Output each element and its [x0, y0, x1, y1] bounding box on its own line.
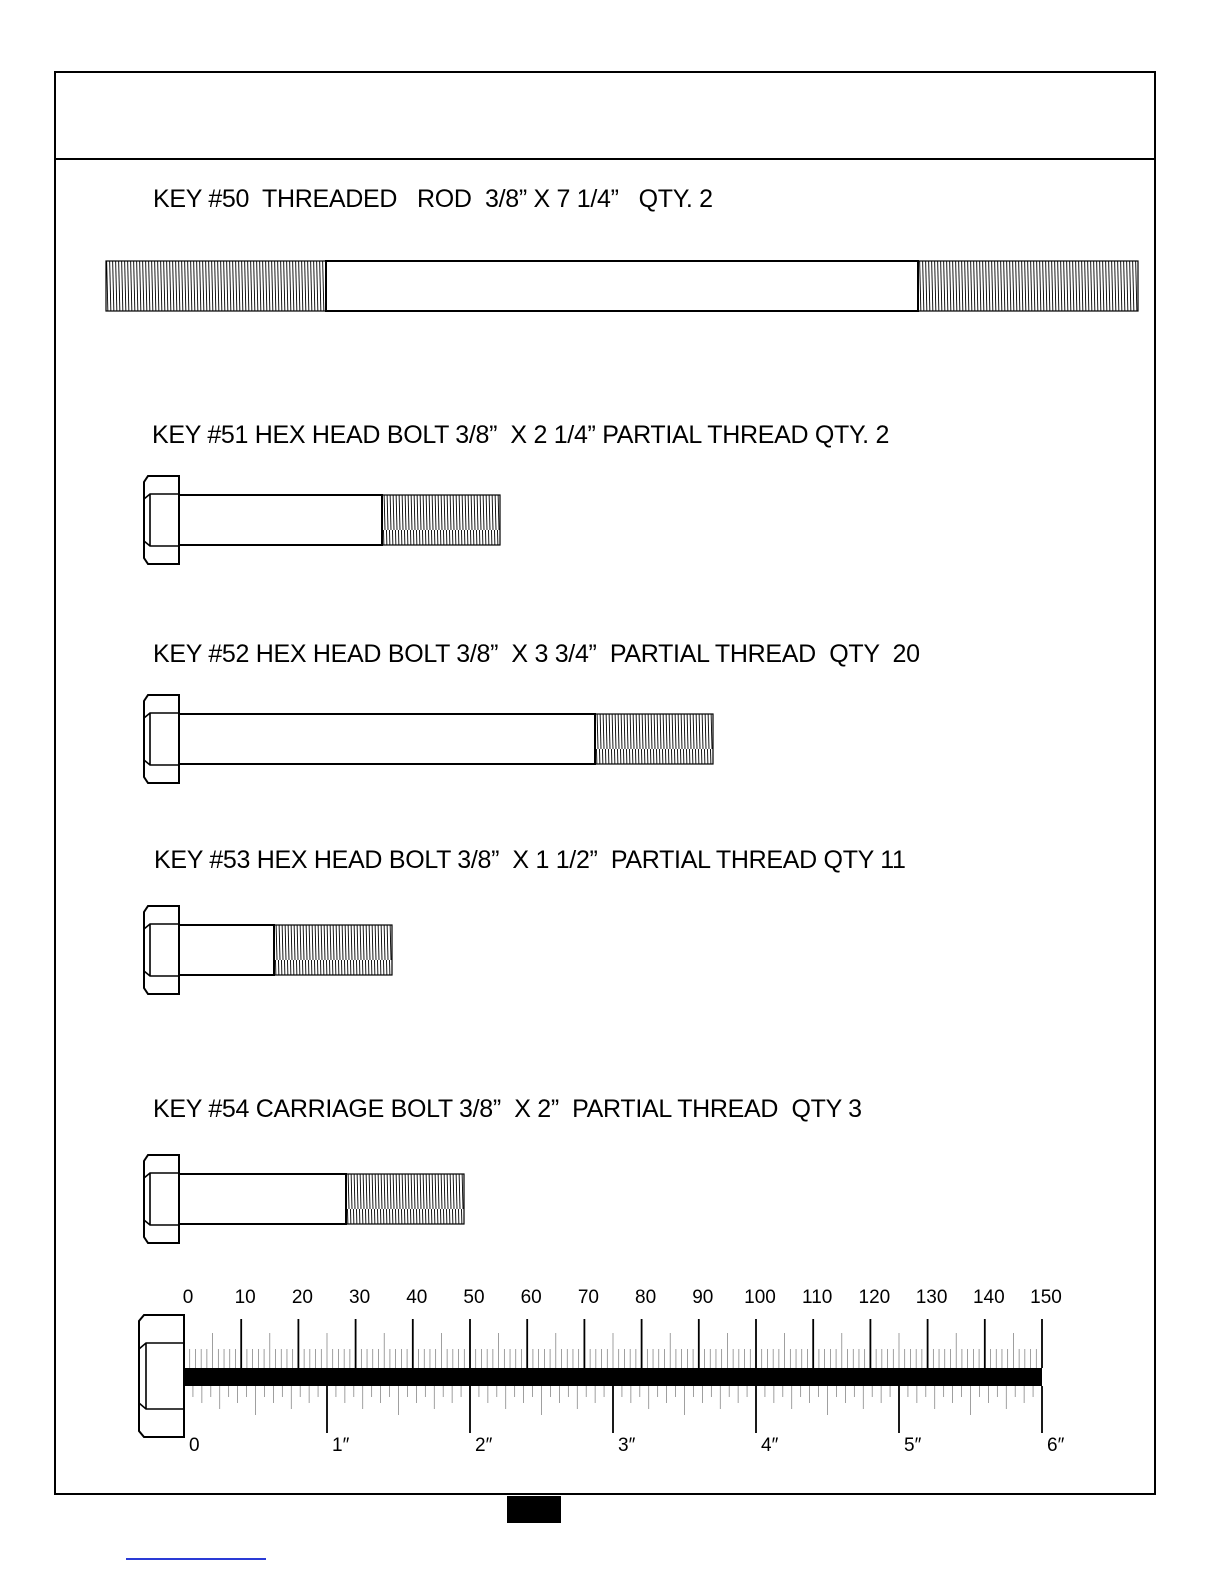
mm-scale-label: 130 — [915, 1287, 948, 1308]
mm-scale-label: 60 — [520, 1287, 542, 1308]
inch-scale-label: 4″ — [761, 1435, 779, 1456]
key-54-label: KEY #54 CARRIAGE BOLT 3/8” X 2” PARTIAL THREAD QTY 3 — [153, 1095, 862, 1123]
key-50-label: KEY #50 THREADED ROD 3/8” X 7 1/4” QTY. 2 — [153, 185, 713, 213]
inch-scale-label: 0 — [189, 1435, 200, 1456]
ruler-bar — [184, 1368, 1042, 1386]
threaded-rod-icon — [100, 255, 1145, 317]
hex-bolt-icon — [140, 470, 510, 570]
header-divider — [54, 158, 1156, 160]
mm-scale-label: 20 — [291, 1287, 313, 1308]
inch-scale-label: 5″ — [904, 1435, 922, 1456]
hex-bolt-icon — [140, 1149, 474, 1249]
inch-scale-label: 1″ — [332, 1435, 350, 1456]
key-51-label: KEY #51 HEX HEAD BOLT 3/8” X 2 1/4” PARTIAL THREAD QTY. 2 — [152, 421, 890, 449]
mm-scale-label: 150 — [1030, 1287, 1062, 1308]
inch-scale-label: 2″ — [475, 1435, 493, 1456]
mm-scale-label: 40 — [406, 1287, 428, 1308]
mm-scale-label: 70 — [577, 1287, 599, 1308]
inch-scale-label: 3″ — [618, 1435, 636, 1456]
hex-bolt-icon — [140, 689, 722, 789]
mm-scale-label: 90 — [692, 1287, 714, 1308]
key-53-label: KEY #53 HEX HEAD BOLT 3/8” X 1 1/2” PARTIAL THREAD QTY 11 — [154, 846, 906, 874]
mm-scale-label: 10 — [234, 1287, 256, 1308]
hex-bolt-icon — [140, 900, 402, 1000]
mm-scale-label: 50 — [463, 1287, 485, 1308]
mm-scale-label: 100 — [744, 1287, 776, 1308]
mm-scale-label: 110 — [802, 1287, 833, 1308]
mm-scale-label: 0 — [182, 1287, 194, 1308]
mm-scale-label: 120 — [858, 1287, 891, 1308]
inch-scale-label: 6″ — [1047, 1435, 1065, 1456]
mm-scale-label: 80 — [635, 1287, 657, 1308]
mm-scale-label: 140 — [972, 1287, 1005, 1308]
page-number-tab — [507, 1496, 561, 1523]
key-52-label: KEY #52 HEX HEAD BOLT 3/8” X 3 3/4” PARTIAL THREAD QTY 20 — [153, 640, 920, 668]
mm-scale-label: 30 — [349, 1287, 371, 1308]
footer-rule — [126, 1558, 266, 1560]
measuring-ruler — [130, 1305, 1060, 1450]
